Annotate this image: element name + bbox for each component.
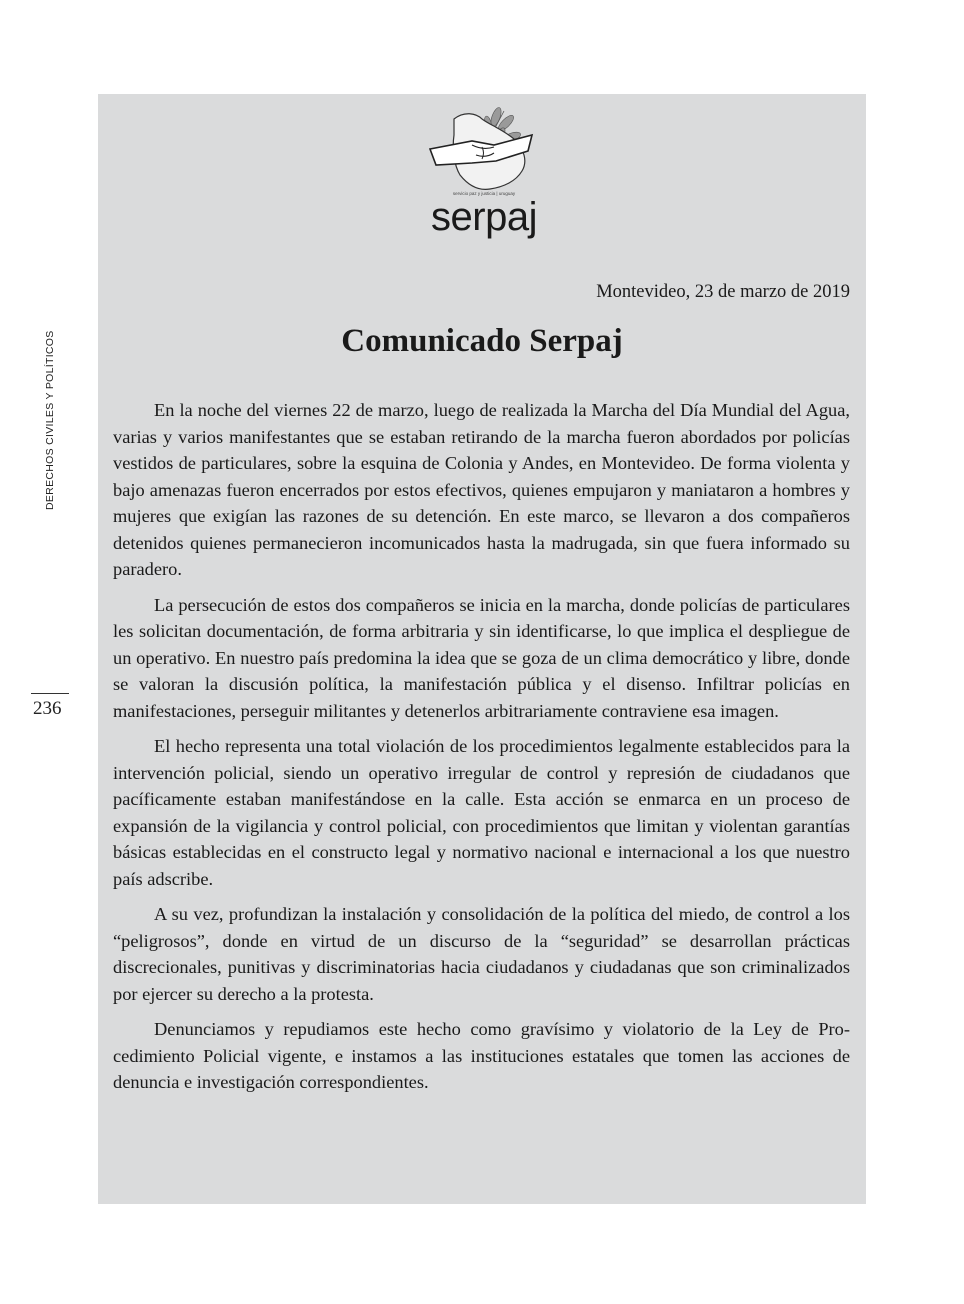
paragraph-2: La persecución de estos dos compañeros se inicia en la marcha, donde policías de particulares les solicitan documentación, de forma arbitraria y sin identificarse, lo que implica el despliegue de un operativo. En nuestro país predomina la idea que se goza de un clima democrático y libre, donde se valoran la discusión política, la manifestación pública y el disenso. Infiltrar policías en manifestaciones, perseguir militantes y detenerlos arbitrariamente contraviene esa imagen. [113, 594, 850, 721]
communique-title: Comunicado Serpaj [341, 323, 623, 359]
page-number-rule [31, 693, 69, 694]
paragraph-5: Denunciamos y repudiamos este hecho como gravísimo y violatorio de la Ley de Procedimiento Policial vigente, e instamos a las instituciones estatales que tomen las acciones de denuncia e investigación correspondientes. [113, 1019, 850, 1092]
serpaj-hands-map-icon [424, 105, 544, 193]
serpaj-logo [424, 105, 544, 245]
paragraph-4: A su vez, profundizan la instalación y consolidación de la política del miedo, de control a los “peligrosos”, donde en virtud de un discurso de la “seguridad” se desarrollan prácticas discrecionales, punitivas y discriminatorias hacia ciudadanos y ciudadanas que son criminalizados por ejercer su derecho a la protesta. [113, 904, 850, 1004]
dateline: Montevideo, 23 de marzo de 2019 [596, 282, 850, 302]
logo-tagline: servicio paz y justicia | uruguay [452, 191, 516, 196]
communique-body [113, 397, 850, 1105]
paragraph-1: En la noche del viernes 22 de marzo, luego de realizada la Marcha del Día Mundial del Agua, varias y varios manifestantes que se estaban retirando de la marcha fueron abordados por policías vestidos de particulares, sobre la esquina de Colonia y Andes, en Montevideo. De forma violenta y bajo amenazas fueron encerrados por estos efectivos, quienes empujaron y maniataron a hombres y mujeres que exigían las razones de su detención. En este marco, se llevaron a dos compañeros detenidos quienes permanecieron incomunicados hasta la madrugada, sin que fuera informado su paradero. [113, 400, 850, 579]
page-number: 236 [33, 698, 62, 719]
logo-wordmark: serpaj [431, 195, 537, 239]
running-section-label: DERECHOS CIVILES Y POLÍTICOS [44, 330, 56, 510]
paragraph-3: El hecho representa una total violación de los procedimientos legalmente establecidos para la intervención policial, siendo un operativo irregular de control y represión de ciudadanos que pacíficamente estaban manifestándose en la calle. Esta acción se enmarca en un proceso de expansión de la vigilancia y control policial, con procedimientos que limitan y violentan garantías básicas establecidas en el constructo legal y normativo nacional e internacional a los que nuestro país adscribe. [113, 736, 850, 889]
